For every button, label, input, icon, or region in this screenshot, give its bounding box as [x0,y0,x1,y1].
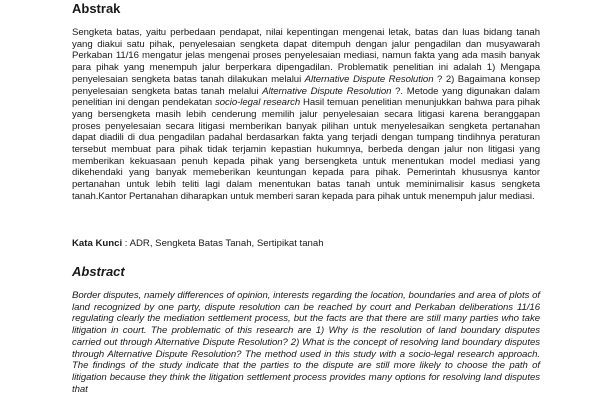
abstrak-text-part-2: ? 2) Bagaimana konsep penyelesaian sengketa batas tanah melalui [72,73,540,97]
abstract-paragraph: Border disputes, namely differences of opinion, interests regarding the location, boundaries and area of plots of land recognized by one party, dispute resolution can be reached by court and Perkaban deliberations 11/16 regulating clearly the mediation settlement process, but the facts are that there are still many parties who take litigation in court. The problematic of this research are 1) Why is the resolution of land boundary disputes carried out through Alternative Dispute Resolution? 2) What is the concept of resolving land boundary disputes through Alternative Dispute Resolution? The method used in this study with a socio-legal research approach. The findings of the study indicate that the parties to the dispute are still more likely to choose the path of litigation because they think the litigation settlement process provides many options for resolving land disputes that [72,290,540,395]
abstrak-text-part-1: Sengketa batas, yaitu perbedaan pendapat, nilai kepentingan mengenai letak, batas dan luas bidang tanah yang diakui satu pihak, penyelesaian sengketa dapat ditempuh dengan jalur pengadilan dan musyawarah Perkaban 11/16 mengatur jelas mengenai proses penyelesaian mediasi, namun fakta yang ada masih banyak para pihak yang menempuh jalur berperkara dipengadilan. Problematik penelitian ini adalah 1) Mengapa penyelesaian sengketa batas tanah dilakukan melalui [72,27,540,85]
abstrak-text-part-3: ?. Metode yang digunakan dalam penelitian ini dengan pendekatan [72,85,540,109]
keywords-text: : ADR, Sengketa Batas Tanah, Sertipikat tanah [124,238,324,249]
abstrak-term-adr-1: Alternative Dispute Resolution [304,73,434,85]
abstrak-term-adr-2: Alternative Dispute Resolution [262,85,392,97]
abstract-heading: Abstract [72,264,125,279]
abstrak-paragraph [72,27,540,203]
abstrak-term-socio-legal: socio-legal research [214,97,301,109]
keywords-label: Kata Kunci [72,238,123,249]
abstrak-text-part-4: Hasil temuan penelitian menunjukkan bahwa para pihak yang bersengketa masih lebih cenderung memilih jalur penyelesaian secara litigasi karena beranggapan proses penyelesaian secara litigasi memberikan banyak pilihan untuk menyelesaikan sengketa pertanahan dapat diadili di dua pengadilan padahal berdasarkan fakta yang terjadi dengan tumpang tindihnya peraturan tersebut membuat para pihak tidak terjamin kepastian hukumnya, berbeda dengan jalur non litigasi yang memberikan kekuasaan penuh kepada pihak yang bersengketa untuk menentukan model mediasi yang dikehendaki yang banyak memeberikan keuntungan kepada para pihak. Pemerintah khususnya kantor pertanahan untuk lebih teliti lagi dalam menentukan batas tanah untuk meminimalisir kasus sengketa tanah.Kantor Pertanahan diharapkan untuk memberi saran kepada para pihak untuk menempuh jalur mediasi. [72,97,540,202]
keywords-line [72,238,540,250]
abstrak-heading: Abstrak [72,1,121,16]
